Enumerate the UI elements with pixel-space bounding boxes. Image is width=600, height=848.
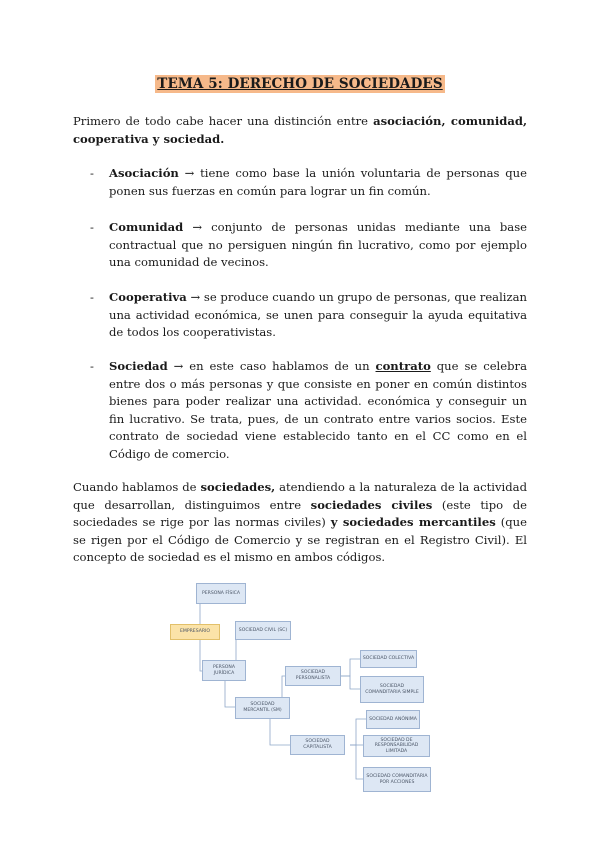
connector-personalista-colectiva bbox=[340, 659, 361, 676]
term-cooperativa: Cooperativa bbox=[109, 290, 187, 304]
definition-text: tiene como base la unión voluntaria de personas que ponen sus fuerzas en común para lograr un fin común. bbox=[109, 166, 528, 198]
term-comunidad: Comunidad bbox=[109, 220, 184, 234]
connector-capitalista-acciones bbox=[350, 745, 363, 779]
list-dash: - bbox=[90, 290, 94, 304]
company-types-diagram bbox=[170, 579, 432, 795]
closing-paragraph bbox=[73, 479, 527, 567]
node-sociedad-civil: SOCIEDAD CIVIL (SC) bbox=[235, 621, 291, 640]
connector-personalista-comanditaria bbox=[340, 676, 361, 689]
list-item-asociacion bbox=[90, 165, 527, 200]
definition-text-b: que se celebra entre dos o más personas y que consiste en poner en común distintos bienes para poder realizar una actividad. económica y conseguir un fin lucrativo. Se trata, pues, de un contrato entre varios socios. Este contrato de sociedad viene establecido tanto en el CC como en el Código de comercio. bbox=[109, 359, 528, 461]
term-asociacion: Asociación bbox=[109, 166, 179, 180]
node-persona-juridica: PERSONA JURÍDICA bbox=[202, 660, 246, 681]
arrow-icon: → bbox=[184, 166, 195, 180]
list-item-cooperativa bbox=[90, 289, 527, 342]
list-dash: - bbox=[90, 166, 94, 180]
contrato-underlined: contrato bbox=[375, 359, 431, 373]
list-dash: - bbox=[90, 359, 94, 373]
page-title: TEMA 5: DERECHO DE SOCIEDADES bbox=[157, 76, 443, 92]
closing-t2: atendiendo a la naturaleza de la actividad que desarrollan, distinguimos entre bbox=[73, 480, 527, 512]
node-sociedad-capitalista: SOCIEDAD CAPITALISTA bbox=[290, 735, 345, 755]
closing-b1: sociedades, bbox=[200, 480, 276, 494]
list-dash: - bbox=[90, 220, 94, 234]
closing-b3: y sociedades mercantiles bbox=[330, 515, 496, 530]
arrow-icon: → bbox=[173, 359, 184, 373]
closing-b2: sociedades civiles bbox=[310, 497, 433, 512]
node-sociedad-personalista: SOCIEDAD PERSONALISTA bbox=[285, 666, 341, 686]
intro-bold: asociación, comunidad, cooperativa y sociedad. bbox=[73, 114, 527, 146]
intro-paragraph bbox=[73, 113, 527, 148]
node-sociedad-comanditaria-simple: SOCIEDAD COMANDITARIA SIMPLE bbox=[360, 676, 424, 703]
list-item-comunidad bbox=[90, 219, 527, 272]
definition-text-a: en este caso hablamos de un bbox=[183, 359, 376, 373]
connector-mercantil-capitalista bbox=[270, 716, 290, 745]
definition-text: se produce cuando un grupo de personas, que realizan una actividad económica, se unen para conseguir la ayuda equitativa de todos los cooperativistas. bbox=[109, 290, 527, 340]
definition-text: conjunto de personas unidas mediante una base contractual que no persiguen ningún fin lucrativo, como por ejemplo una comunidad de vecinos. bbox=[109, 220, 528, 270]
closing-t3: (este tipo de sociedades se rige por las normas civiles) bbox=[73, 497, 527, 530]
title-wrapper bbox=[0, 73, 600, 93]
node-empresario: EMPRESARIO bbox=[170, 624, 220, 640]
arrow-icon: → bbox=[192, 220, 203, 234]
node-sociedad-responsabilidad-limitada: SOCIEDAD DE RESPONSABILIDAD LIMITADA bbox=[363, 735, 430, 757]
closing-t4: (que se rigen por el Código de Comercio y se registran en el Registro Civil). El concepto de sociedad es el mismo en ambos códigos. bbox=[73, 515, 528, 565]
node-sociedad-anonima: SOCIEDAD ANÓNIMA bbox=[366, 710, 420, 729]
list-item-sociedad bbox=[90, 358, 527, 464]
intro-text: Primero de todo cabe hacer una distinción entre bbox=[73, 114, 374, 128]
arrow-icon: → bbox=[190, 290, 201, 304]
closing-t1: Cuando hablamos de bbox=[73, 480, 201, 494]
node-sociedad-mercantil: SOCIEDAD MERCANTIL (SM) bbox=[235, 697, 290, 719]
term-sociedad: Sociedad bbox=[109, 359, 168, 373]
node-persona-fisica: PERSONA FÍSICA bbox=[196, 583, 246, 604]
node-sociedad-colectiva: SOCIEDAD COLECTIVA bbox=[360, 650, 417, 668]
node-sociedad-comanditaria-acciones: SOCIEDAD COMANDITARIA POR ACCIONES bbox=[363, 767, 431, 792]
